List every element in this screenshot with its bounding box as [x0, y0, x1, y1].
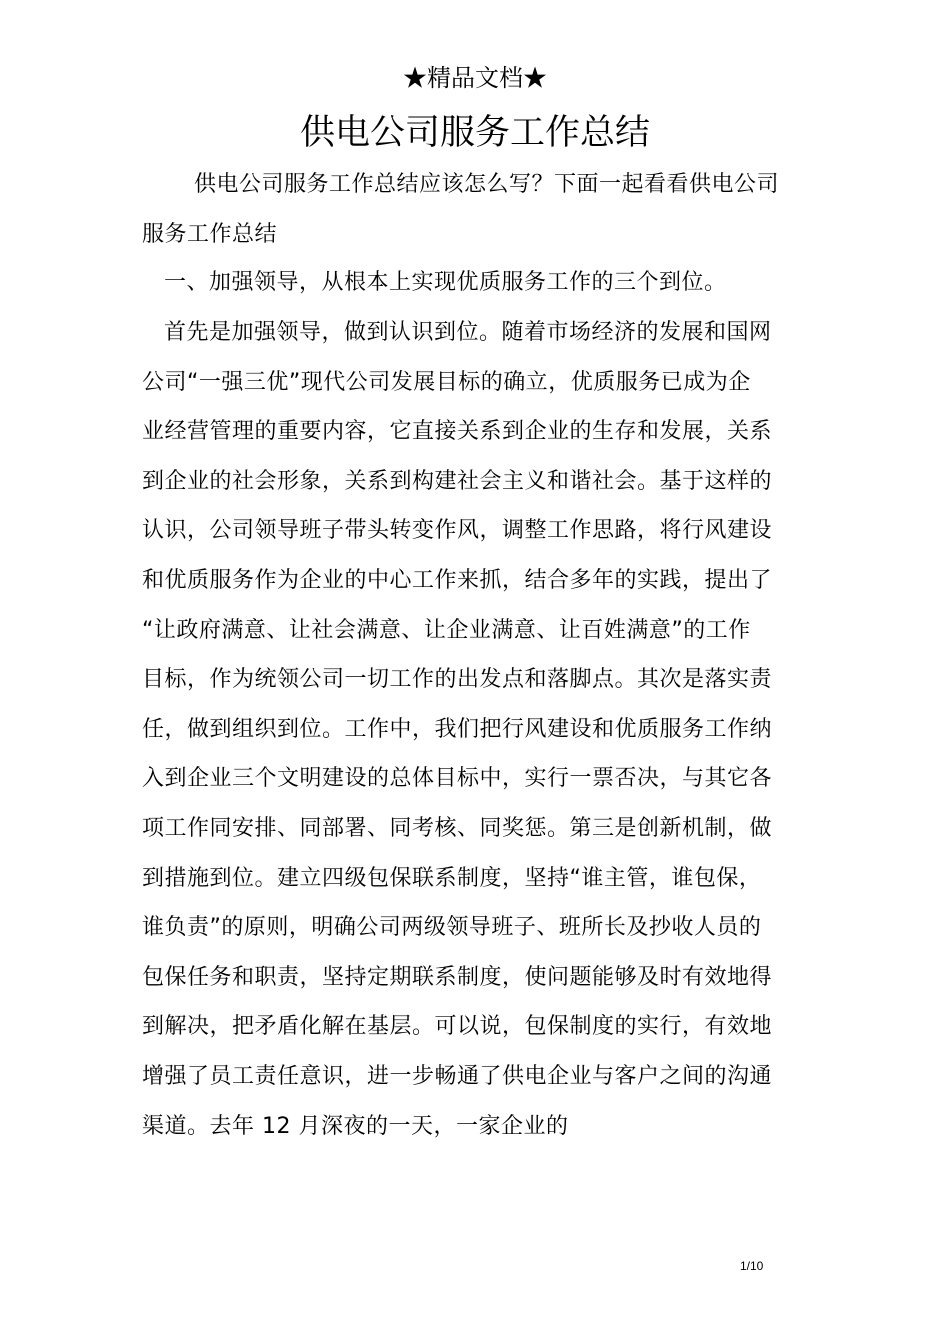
paragraph-line: 和优质服务作为企业的中心工作来抓，结合多年的实践，提出了 [142, 567, 773, 593]
intro-line: 供电公司服务工作总结应该怎么写？下面一起看看供电公司 [194, 172, 780, 197]
page-number: 1/10 [740, 1259, 764, 1273]
quality-doc-mark: ★精品文档★ [403, 64, 547, 92]
paragraph-line: 首先是加强领导，做到认识到位。随着市场经济的发展和国网 [164, 320, 772, 345]
paragraph-line: 渠道。去年 12 月深夜的一天，一家企业的 [142, 1113, 569, 1139]
intro-line: 服务工作总结 [142, 221, 278, 247]
paragraph-line: 到企业的社会形象，关系到构建社会主义和谐社会。基于这样的 [142, 468, 773, 494]
body-paragraph [142, 308, 812, 1151]
paragraph-line: 目标，作为统领公司一切工作的出发点和落脚点。其次是落实责 [142, 667, 773, 693]
paragraph-line: 到措施到位。建立四级包保联系制度，坚持“谁主管，谁包保， [142, 865, 762, 891]
paragraph-line: “让政府满意、让社会满意、让企业满意、让百姓满意”的工作 [142, 617, 751, 643]
section-heading: 一、加强领导，从根本上实现优质服务工作的三个到位。 [164, 270, 727, 295]
paragraph-line: 业经营管理的重要内容，它直接关系到企业的生存和发展，关系 [142, 419, 773, 445]
paragraph-line: 入到企业三个文明建设的总体目标中，实行一票否决，与其它各 [142, 766, 773, 792]
paragraph-line: 认识，公司领导班子带头转变作风，调整工作思路，将行风建设 [142, 518, 773, 544]
paragraph-line: 到解决，把矛盾化解在基层。可以说，包保制度的实行，有效地 [142, 1014, 773, 1040]
paragraph-line: 谁负责”的原则，明确公司两级领导班子、班所长及抄收人员的 [142, 915, 762, 941]
document-title: 供电公司服务工作总结 [299, 113, 650, 153]
paragraph-line: 任，做到组织到位。工作中，我们把行风建设和优质服务工作纳 [142, 716, 773, 742]
paragraph-line: 增强了员工责任意识，进一步畅通了供电企业与客户之间的沟通 [142, 1063, 773, 1089]
paragraph-line: 包保任务和职责，坚持定期联系制度，使问题能够及时有效地得 [142, 964, 773, 990]
intro-paragraph [142, 160, 812, 259]
paragraph-line: 项工作同安排、同部署、同考核、同奖惩。第三是创新机制，做 [142, 815, 773, 841]
paragraph-line: 公司“一强三优”现代公司发展目标的确立，优质服务已成为企 [142, 369, 751, 395]
